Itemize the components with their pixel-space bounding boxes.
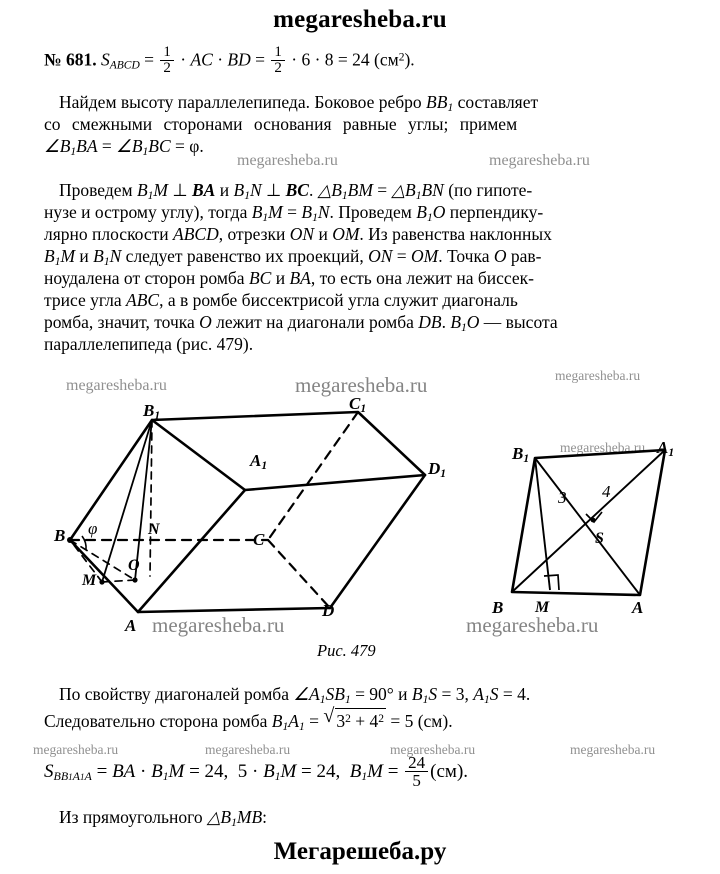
label-S: S	[595, 530, 604, 547]
fraction-24-5	[405, 754, 428, 789]
watermark: megaresheba.ru	[489, 152, 590, 169]
task-result: 24 (см	[352, 49, 399, 70]
frac1-num: 1	[163, 44, 171, 60]
fraction-half-1	[160, 45, 174, 76]
para2-line6: трисе угла ABC, а в ромбе биссектрисой угла служит диагональ	[44, 290, 518, 310]
para2-line3: лярно плоскости ABCD, отрезки ON и OM. Из равенства наклонных	[44, 224, 552, 244]
para2-line2: нузе и острому углу), тогда $B_1M = B_1N$. Проведем $B_1O$ перпендику-	[44, 202, 544, 224]
task-number: № 681.	[44, 49, 97, 70]
frac2-den: 2	[271, 60, 285, 76]
conclusion-line4: Из прямоугольного $\triangle B_1MB$:	[59, 807, 268, 829]
site-brand-top: megaresheba.ru	[273, 6, 447, 33]
label-A: A	[125, 616, 137, 635]
label-D: D	[322, 601, 335, 620]
task-bd: BD	[227, 49, 251, 70]
label-A1-right: $A_1$	[657, 438, 675, 459]
label-4: 4	[602, 482, 611, 501]
task-six: 6	[301, 49, 311, 70]
label-A-right: A	[632, 598, 644, 617]
label-M: M	[82, 572, 97, 589]
watermark: megaresheba.ru	[205, 742, 291, 757]
task-eq2: =	[255, 49, 265, 70]
task-dot2: ·	[217, 49, 224, 70]
task-dot3: ·	[291, 49, 298, 70]
para2-line8: параллелепипеда (рис. 479).	[44, 334, 254, 354]
label-C: C	[253, 530, 265, 549]
fraction-half-2	[271, 45, 285, 76]
label-A1: $A_1$	[250, 451, 268, 472]
watermark: megaresheba.ru	[33, 742, 119, 757]
watermark: megaresheba.ru	[295, 373, 428, 397]
figure-parallelepiped	[40, 390, 460, 650]
task-s: S	[100, 49, 110, 70]
task-dot1: ·	[180, 49, 187, 70]
conclusion-line3: $S_{BB1A1A}$ = BA · $B_1M = 24$, $5 \cdot B_1M = 24$, $B_1M$ = $\frac{24}{5}$ (см).	[44, 753, 469, 790]
frac-24-num: 24	[408, 753, 426, 772]
watermark: megaresheba.ru	[466, 613, 599, 637]
para2-line7: ромба, значит, точка O лежит на диагонали ромба DB. $B_1O$ — высота	[44, 312, 558, 334]
frac2-num: 1	[274, 44, 282, 60]
para1-line2: со смежными сторонами основания равные углы; примем	[44, 114, 518, 134]
label-3: 3	[558, 488, 567, 507]
task-result-tail: ).	[404, 49, 415, 70]
task-s-sub: ABCD	[109, 59, 140, 72]
watermark: megaresheba.ru	[237, 152, 338, 169]
label-B-right: B	[492, 598, 504, 617]
label-N: N	[148, 521, 160, 538]
watermark: megaresheba.ru	[66, 377, 167, 394]
task-eq3: =	[337, 49, 348, 70]
frac1-den: 2	[160, 60, 174, 76]
figure-caption: Рис. 479	[317, 641, 376, 660]
site-brand-bottom: Мегарешеба.ру	[273, 838, 447, 865]
label-B1-right: $B_1$	[512, 444, 530, 465]
radical: √ $3^2 + 4^2$	[323, 708, 386, 732]
task-eq1: =	[144, 49, 154, 70]
conclusion-line2: Следовательно сторона ромба $B_1A_1$ = √ $3^2 + 4^2 = 5$ (см).	[44, 708, 453, 738]
task-result-sup: 2	[398, 51, 405, 64]
label-B: B	[54, 526, 66, 545]
para1-line1: Найдем высоту параллелепипеда. Боковое ребро $BB_1$ составляет	[59, 92, 539, 114]
para2-line4: $B_1M$ и $B_1N$ следует равенство их проекций, ON = OM. Точка O рав-	[44, 246, 542, 268]
label-C1: $C_1$	[349, 394, 367, 415]
frac-5-den: 5	[405, 771, 428, 789]
para2-line1: Проведем $B_1M$ ⊥ BA и $B_1N$ ⊥ BC. $\triangle B_1BM$ = $\triangle B_1BN$ (по гипоте-	[59, 180, 533, 202]
task-eight: 8	[324, 49, 334, 70]
watermark: megaresheba.ru	[555, 368, 641, 383]
para2-line5: ноудалена от сторон ромба BC и BA, то есть она лежит на биссек-	[44, 268, 534, 288]
label-M-right: M	[535, 599, 550, 616]
task-dot4: ·	[314, 49, 321, 70]
task-ac: AC	[190, 49, 213, 70]
watermark: megaresheba.ru	[152, 613, 285, 637]
label-B1: $B_1$	[143, 401, 161, 422]
conclusion-line1: По свойству диагоналей ромба $\angle A_1SB_1 = 90^\circ$ и $B_1S = 3$, $A_1S = 4$.	[59, 684, 531, 706]
watermark: megaresheba.ru	[560, 440, 646, 455]
watermark: megaresheba.ru	[390, 742, 476, 757]
label-O: O	[128, 557, 140, 574]
watermark: megaresheba.ru	[570, 742, 656, 757]
para1-line3: $\angle B_1BA$ = $\angle B_1BC = \varphi$.	[44, 136, 204, 158]
label-phi: φ	[88, 519, 98, 538]
label-D1: $D_1$	[428, 459, 447, 480]
task-line	[44, 46, 415, 77]
